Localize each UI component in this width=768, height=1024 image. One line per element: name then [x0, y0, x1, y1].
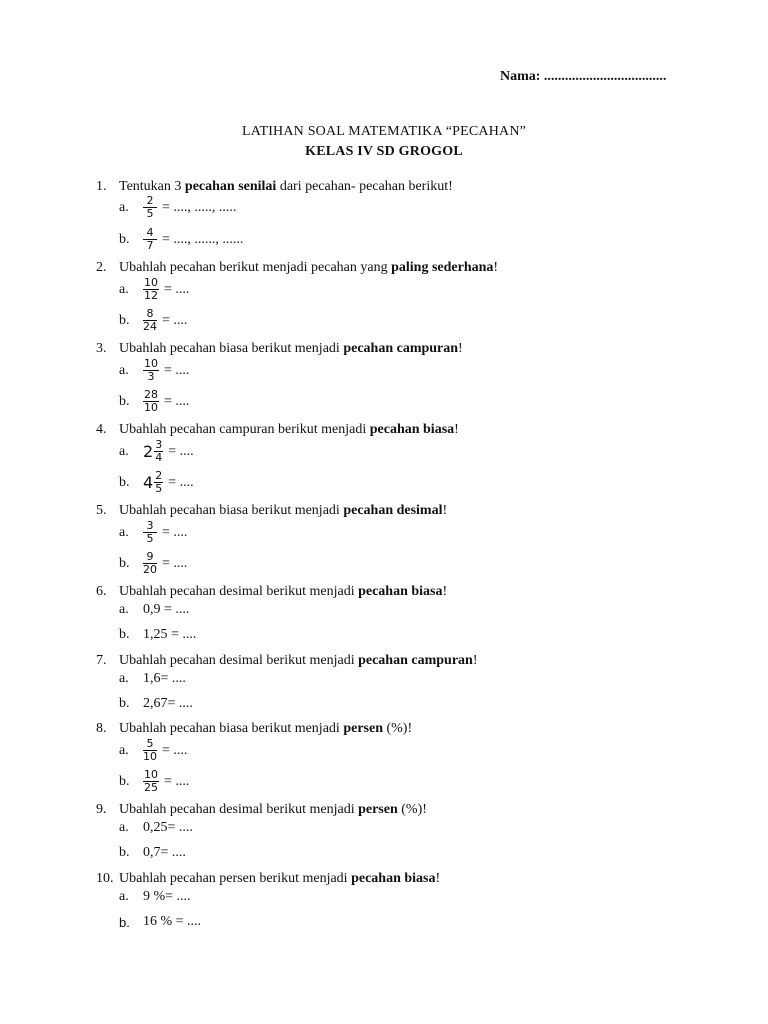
question-5-item-a: a. $\frac{3}{5}$ = ....: [119, 519, 188, 545]
fraction: $\frac{9}{20}$: [143, 550, 157, 576]
name-field-label: Nama: ...................................: [500, 69, 667, 84]
fraction: $\frac{10}{3}$: [144, 357, 158, 383]
question-10-item-a: a. 9 %= ....: [119, 889, 191, 904]
question-3: 3. Ubahlah pecahan biasa berikut menjadi pecahan campuran!: [96, 341, 463, 356]
question-10-item-b: b. 16 % = ....: [119, 914, 202, 930]
question-2-item-a: a. $\frac{10}{12}$ = ....: [119, 276, 190, 302]
question-2-item-b: b. $\frac{8}{24}$ = ....: [119, 307, 188, 333]
question-4-item-a: a. 2 $\frac{3}{4}$ = ....: [119, 438, 194, 464]
question-6-item-b: b. 1,25 = ....: [119, 627, 197, 642]
question-8-item-b: b. $\frac{10}{25}$ = ....: [119, 768, 190, 794]
fraction: $\frac{2}{5}$: [143, 195, 157, 220]
question-9-item-b: b. 0,7= ....: [119, 845, 186, 860]
fraction: $\frac{8}{24}$: [143, 307, 157, 333]
question-8-item-a: a. $\frac{5}{10}$ = ....: [119, 737, 188, 763]
question-5: 5. Ubahlah pecahan biasa berikut menjadi pecahan desimal!: [96, 503, 448, 518]
question-1-item-a: a. $\frac{2}{5}$ = ...., ....., .....: [119, 194, 237, 220]
question-4: 4. Ubahlah pecahan campuran berikut menjadi pecahan biasa!: [96, 422, 459, 437]
fraction: $\frac{5}{10}$: [143, 737, 157, 763]
fraction: $\frac{4}{7}$: [143, 227, 157, 252]
question-7: 7. Ubahlah pecahan desimal berikut menjadi pecahan campuran!: [96, 653, 478, 668]
mixed-whole-number: 4: [143, 473, 154, 492]
worksheet-title: LATIHAN SOAL MATEMATIKA “PECAHAN”: [241, 124, 527, 139]
question-6-item-a: a. 0,9 = ....: [119, 602, 190, 617]
question-5-item-b: b. $\frac{9}{20}$ = ....: [119, 550, 188, 576]
question-3-item-a: a. $\frac{10}{3}$ = ....: [119, 357, 190, 383]
question-9: 9. Ubahlah pecahan desimal berikut menjadi persen (%)!: [96, 802, 427, 817]
question-7-item-a: a. 1,6= ....: [119, 671, 186, 686]
question-1: 1. Tentukan 3 pecahan senilai dari pecahan- pecahan berikut!: [96, 179, 453, 194]
question-2: 2. Ubahlah pecahan berikut menjadi pecahan yang paling sederhana!: [96, 260, 499, 275]
question-3-item-b: b. $\frac{28}{10}$ = ....: [119, 388, 190, 414]
fraction: $\frac{28}{10}$: [144, 388, 158, 414]
fraction: $\frac{2}{5}$: [155, 469, 163, 495]
question-1-item-b: b. $\frac{4}{7}$ = ...., ......, ......: [119, 226, 244, 252]
fraction: $\frac{10}{12}$: [144, 276, 158, 302]
question-7-item-b: b. 2,67= ....: [119, 696, 193, 711]
worksheet-subtitle: KELAS IV SD GROGOL: [305, 144, 463, 159]
fraction: $\frac{10}{25}$: [144, 768, 158, 794]
question-10: 10. Ubahlah pecahan persen berikut menjadi pecahan biasa!: [96, 871, 441, 886]
mixed-whole-number: 2: [143, 442, 154, 461]
fraction: $\frac{3}{5}$: [143, 520, 157, 545]
fraction: $\frac{3}{4}$: [155, 438, 163, 464]
question-6: 6. Ubahlah pecahan desimal berikut menjadi pecahan biasa!: [96, 584, 448, 599]
question-8: 8. Ubahlah pecahan biasa berikut menjadi persen (%)!: [96, 721, 413, 736]
question-9-item-a: a. 0,25= ....: [119, 820, 193, 835]
question-4-item-b: b. 4 $\frac{2}{5}$ = ....: [119, 469, 194, 495]
